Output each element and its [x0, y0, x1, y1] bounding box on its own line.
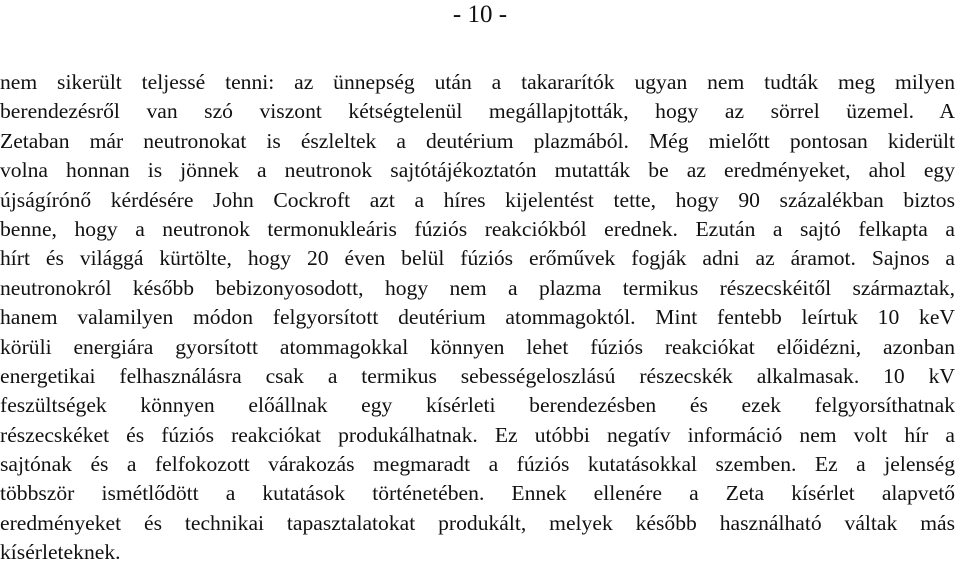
text-line: volna honnan is jönnek a neutronok sajtótájékoztatón mutatták be az eredményeket, ahol egy [0, 158, 955, 183]
text-line: részecskéket és fúziós reakciókat produkálhatnak. Ez utóbbi negatív információ nem volt hír a [0, 422, 955, 447]
text-line: sajtónak és a felfokozott várakozás megmaradt a fúziós kutatásokkal szemben. Ez a jelenség [0, 452, 955, 477]
text-line: hanem valamilyen módon felgyorsított deutérium atommagoktól. Mint fentebb leírtuk 10 keV [0, 305, 955, 330]
text-line: berendezésről van szó viszont kétségtelenül megállapjtották, hogy az sörrel üzemel. A [0, 99, 955, 124]
text-line: nem sikerült teljessé tenni: az ünnepség után a takararítók ugyan nem tudták meg milyen [0, 70, 955, 94]
text-line: újságírónő kérdésére John Cockroft azt a híres kijelentést tette, hogy 90 százalékban biztos [0, 187, 955, 212]
text-line: Zetaban már neutronokat is észleltek a deutérium plazmából. Még mielőtt pontosan kiderült [0, 128, 955, 153]
page-number: - 10 - [452, 1, 508, 28]
text-line: hírt és világgá kürtölte, hogy 20 éven belül fúziós erőművek fogják adni az áramot. Sajnos a [0, 246, 955, 271]
text-line: neutronokról később bebizonyosodott, hogy nem a plazma termikus részecskéitől származtak, [0, 275, 955, 300]
body-paragraph [0, 68, 955, 568]
text-line: energetikai felhasználásra csak a termikus sebességeloszlású részecskék alkalmasak. 10 kV [0, 363, 955, 388]
text-line: kísérleteknek. [0, 540, 121, 565]
text-line: feszültségek könnyen előállnak egy kísérleti berendezésben és ezek felgyorsíthatnak [0, 393, 955, 418]
text-line: körüli energiára gyorsított atommagokkal könnyen lehet fúziós reakciókat előidézni, azonban [0, 334, 955, 359]
text-line: többször ismétlődött a kutatások történetében. Ennek ellenére a Zeta kísérlet alapvető [0, 481, 955, 506]
text-line: benne, hogy a neutronok termonukleáris fúziós reakciókból erednek. Ezután a sajtó felkapta a [0, 216, 955, 241]
text-line: eredményeket és technikai tapasztalatokat produkált, melyek később használható váltak más [0, 510, 955, 535]
